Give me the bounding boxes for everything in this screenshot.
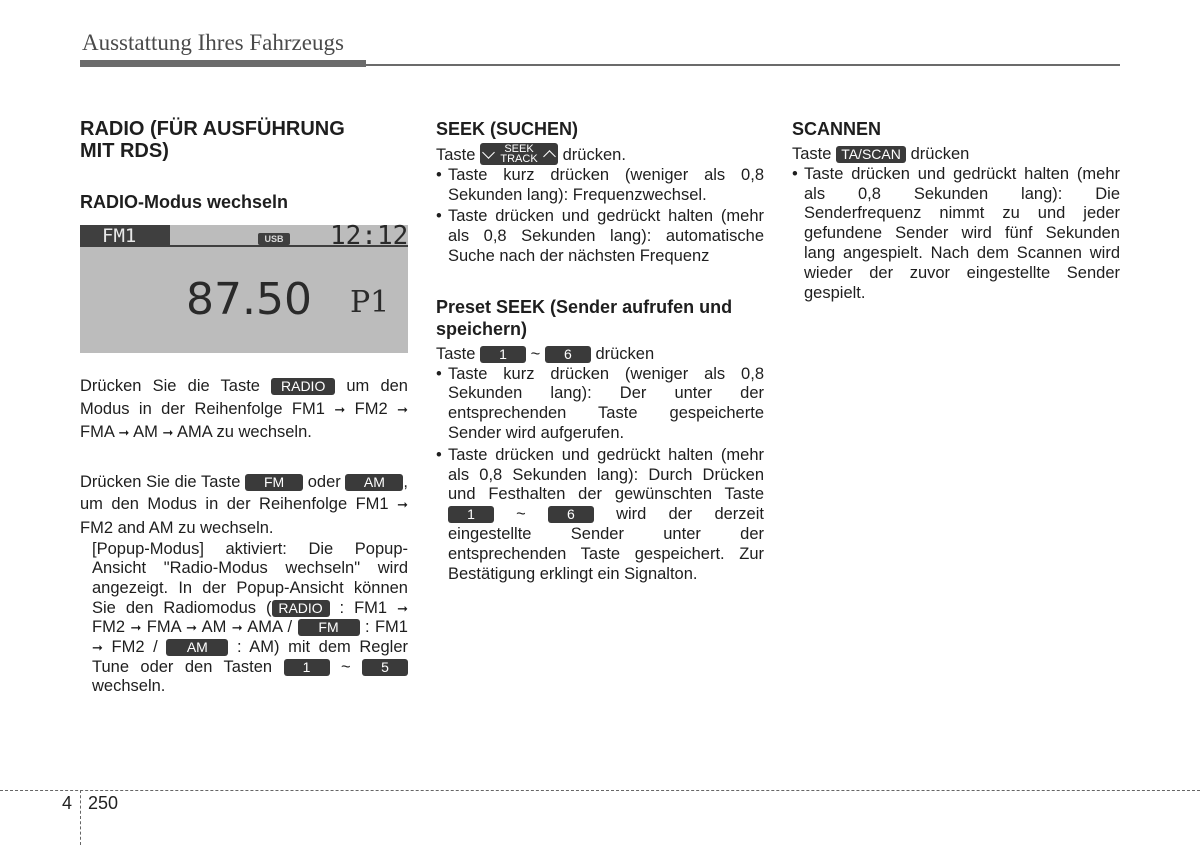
running-header: Ausstattung Ihres Fahrzeugs <box>82 30 344 55</box>
preset-bullet-long: • Taste drücken und gedrückt halten (mehr als 0,8 Sekunden lang): Durch Drücken und Festhalten der gewünschten Taste 1 ~ 6 wird der derzeit eingestellte Sender unter der entsprechenden Taste gespeichert. Zur Bestätigung erklingt ein Signalton. <box>436 446 764 585</box>
fm-key: FM <box>298 619 360 636</box>
radio-display-image <box>80 221 409 353</box>
arrow-icon: ➞ <box>397 600 408 616</box>
column-seek <box>436 118 764 584</box>
preset-key-6: 6 <box>545 346 591 363</box>
display-band: FM1 <box>102 225 137 247</box>
paragraph-radio-key: Drücken Sie die Taste RADIO um den Modus in der Reihenfolge FM1 ➞ FM2 ➞ FMA ➞ AM ➞ AMA zu wechseln. <box>80 377 408 442</box>
arrow-icon: ➞ <box>186 620 198 636</box>
scan-bullet: • Taste drücken und gedrückt halten (mehr als 0,8 Sekunden lang): Die Senderfrequenz nimmt zu und jeder gefundene Sender wird fünf Sekunden lang angespielt. Nach dem Scannen wird wieder der zuvor eingestellte Sender gespielt. <box>792 165 1120 304</box>
paragraph-fm-am-keys: Drücken Sie die Taste FM oder AM , um den Modus in der Reihenfolge FM1 ➞ FM2 and AM zu wechseln. <box>80 472 408 537</box>
ta-scan-key: TA/SCAN <box>836 146 906 163</box>
preset-key-5: 5 <box>362 659 408 676</box>
arrow-icon: ➞ <box>118 425 130 441</box>
radio-key: RADIO <box>272 600 330 617</box>
section-title-scan: SCANNEN <box>792 119 882 139</box>
seek-instruction: Taste SEEK TRACK drücken. <box>436 143 626 165</box>
paragraph-popup-mode: [Popup-Modus] aktiviert: Die Popup-Ansicht "Radio-Modus wechseln" wird angezeigt. In der Popup-Ansicht können Sie den Radiomodus ( RADIO : FM1 ➞ FM2 ➞ FMA ➞ AM ➞ AMA / FM : FM1 ➞ FM2 / AM : AM) mit dem Regler Tune oder den Tasten 1 ~ 5 wechseln. <box>92 539 408 696</box>
seek-bullet-short: • Taste kurz drücken (weniger als 0,8 Sekunden lang): Frequenzwechsel. <box>436 166 764 206</box>
section-title-preset-seek: Preset SEEK (Sender aufrufen und speichern) <box>436 296 733 339</box>
chapter-number: 4 <box>62 793 73 813</box>
am-key: AM <box>166 639 228 656</box>
subsection-title-radio-mode: RADIO-Modus wechseln <box>80 192 289 212</box>
preset-instruction: Taste 1 ~ 6 drücken <box>436 344 655 363</box>
display-frequency: 87.50 <box>186 274 312 325</box>
display-preset: P1 <box>350 285 390 320</box>
am-key: AM <box>345 474 403 491</box>
display-clock: 12:12 <box>330 221 409 251</box>
section-title-radio: RADIO (FÜR AUSFÜHRUNG MIT RDS) <box>80 118 345 162</box>
seek-bullet-long: • Taste drücken und gedrückt halten (mehr als 0,8 Sekunden lang): automatische Suche nach der nächsten Frequenz <box>436 207 764 266</box>
preset-key-6: 6 <box>548 506 594 523</box>
preset-key-1: 1 <box>448 506 494 523</box>
arrow-icon: ➞ <box>334 401 346 417</box>
column-radio <box>80 118 408 697</box>
scan-instruction: Taste TA/SCAN drücken <box>792 145 970 163</box>
radio-key: RADIO <box>271 378 335 395</box>
seek-track-key: SEEK TRACK <box>480 143 558 165</box>
arrow-icon: ➞ <box>397 401 408 417</box>
preset-bullet-short: • Taste kurz drücken (weniger als 0,8 Sekunden lang): Der unter der entsprechenden Taste gespeicherte Sender wird aufgerufen. <box>436 365 764 444</box>
arrow-icon: ➞ <box>92 640 103 656</box>
arrow-icon: ➞ <box>162 425 174 441</box>
display-usb-icon: USB <box>258 233 290 245</box>
arrow-icon: ➞ <box>397 497 408 513</box>
preset-key-1: 1 <box>284 659 330 676</box>
page-number: 250 <box>88 793 119 813</box>
arrow-icon: ➞ <box>231 620 243 636</box>
arrow-icon: ➞ <box>130 620 142 636</box>
section-title-seek: SEEK (SUCHEN) <box>436 119 579 139</box>
column-scan <box>792 118 1120 303</box>
fm-key: FM <box>245 474 303 491</box>
preset-key-1: 1 <box>480 346 526 363</box>
header-rule <box>366 64 1120 66</box>
footer-rule <box>0 790 1200 791</box>
header-bar <box>80 60 366 67</box>
footer-margin-rule <box>80 790 81 845</box>
